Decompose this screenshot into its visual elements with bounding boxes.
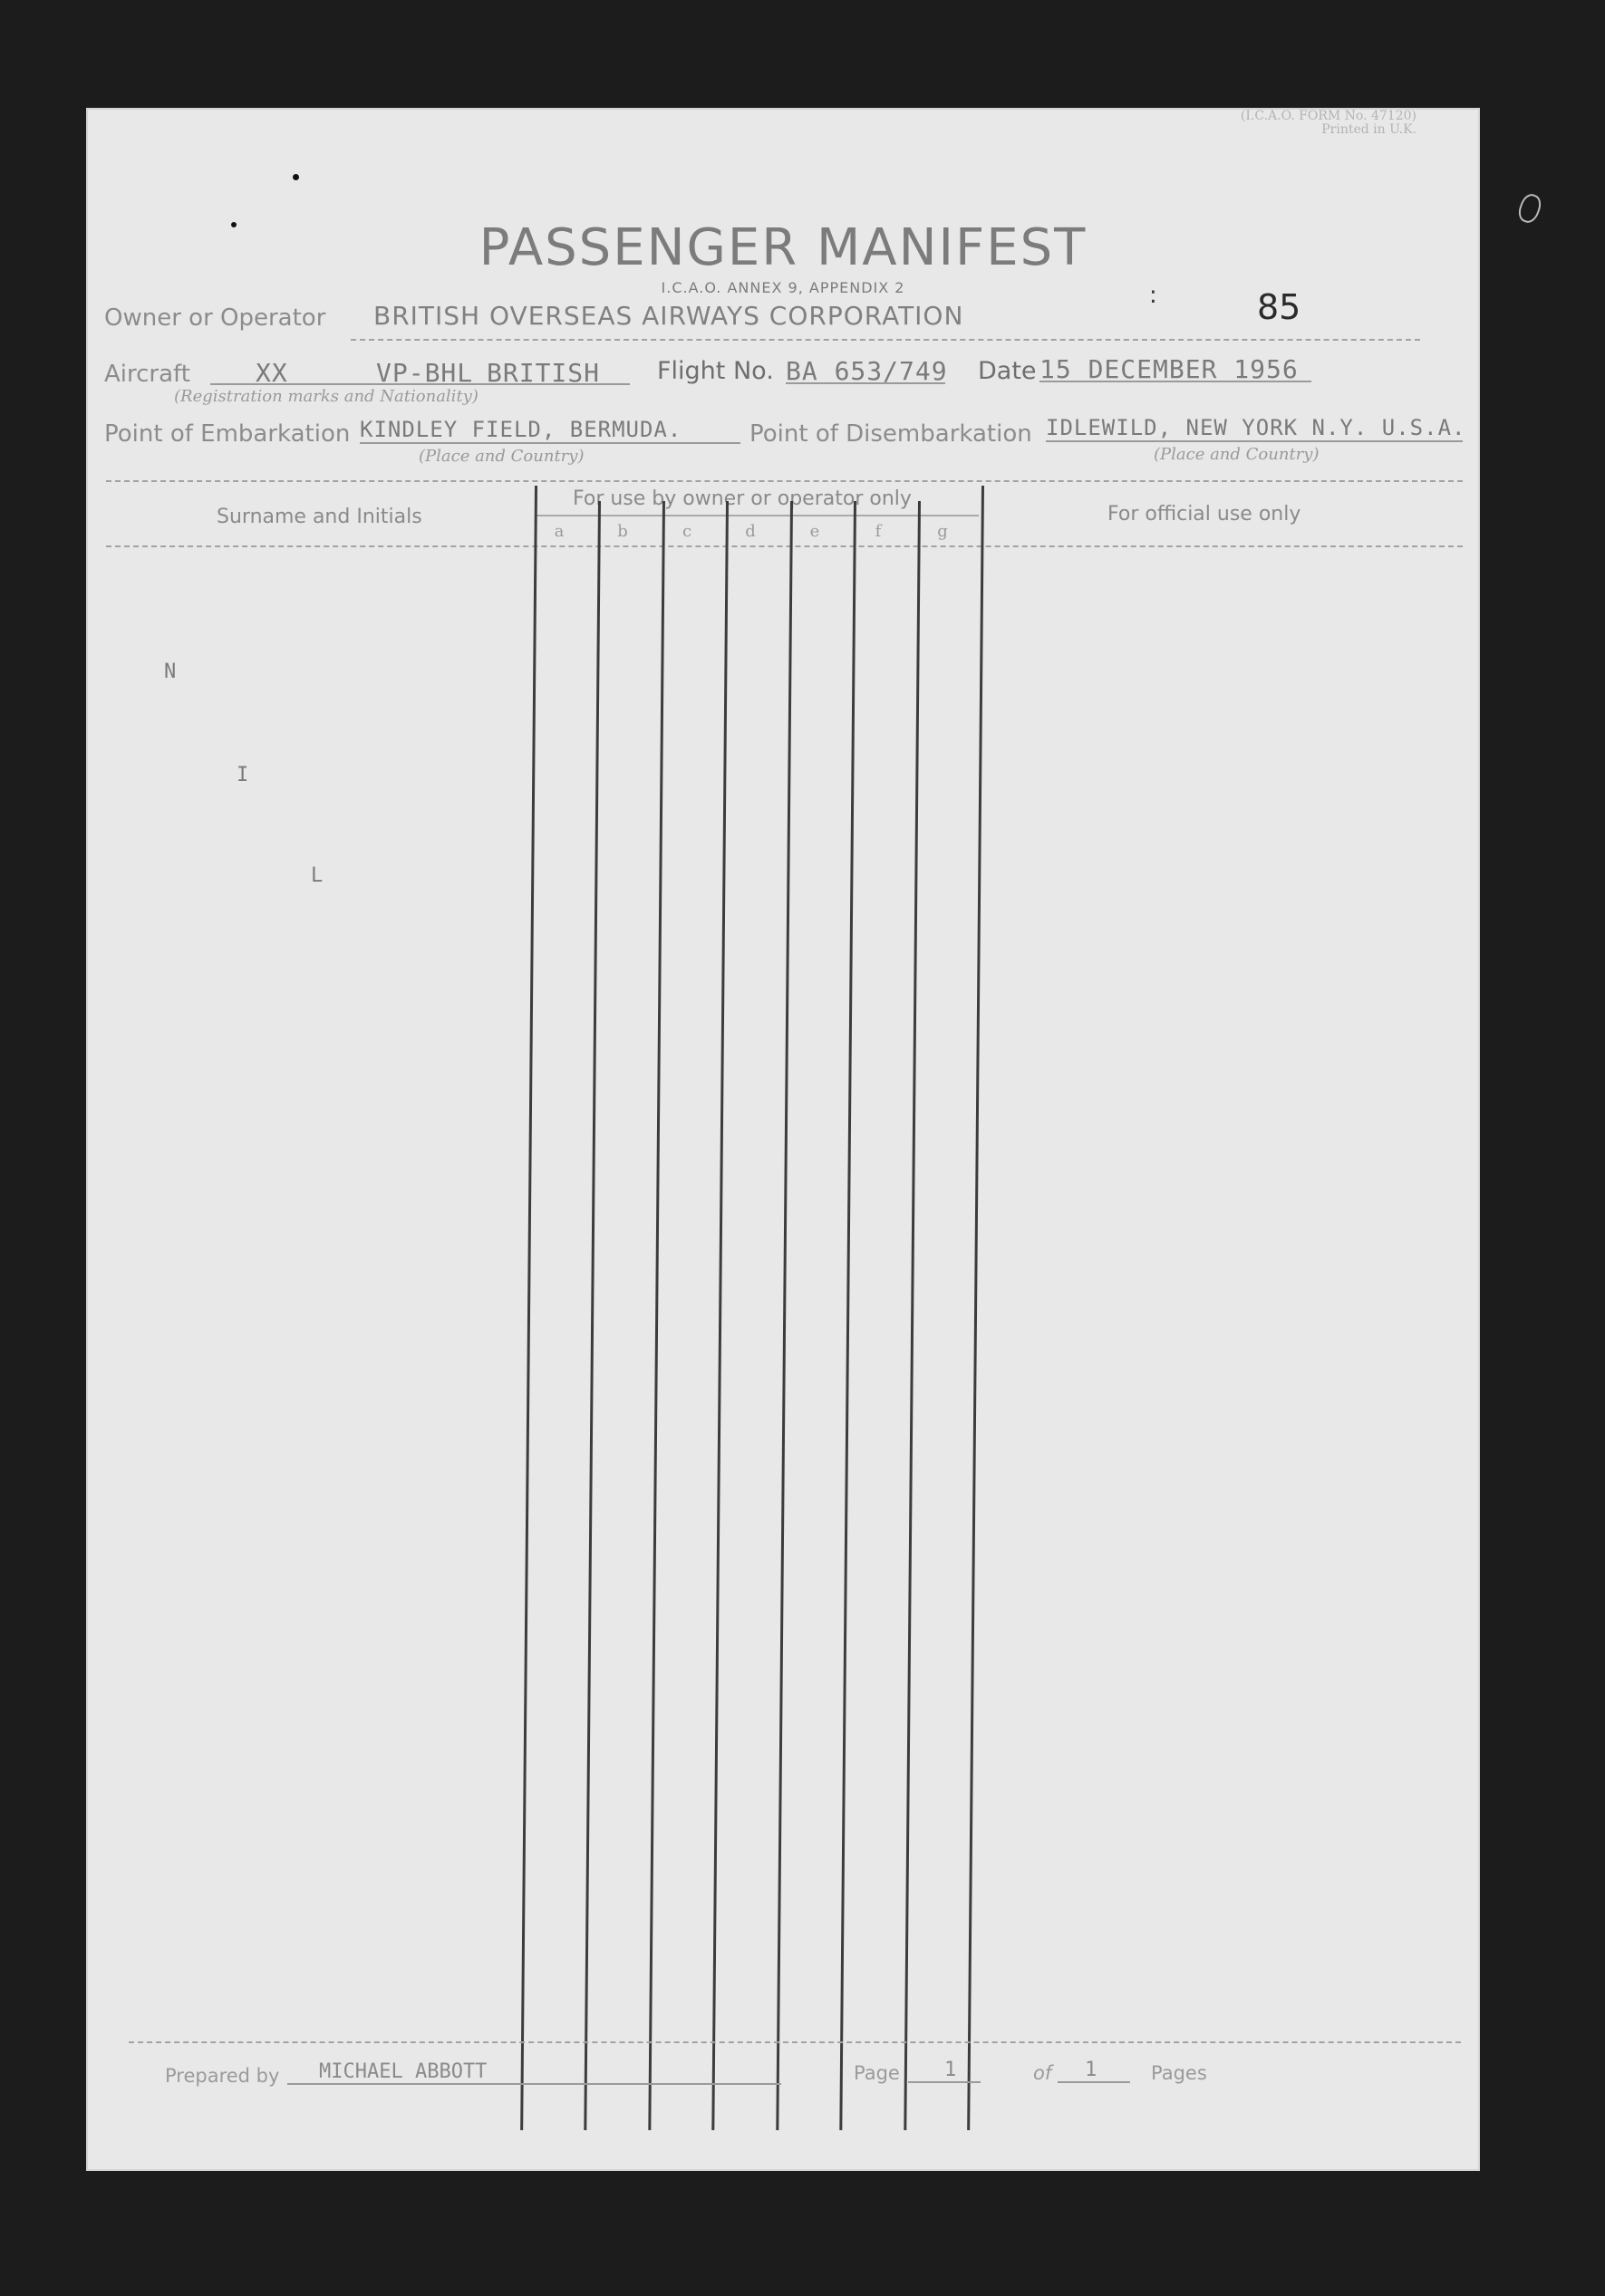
colon-mark: : <box>1149 282 1157 309</box>
surname-header: Surname and Initials <box>217 506 422 528</box>
column-divider <box>904 501 921 2130</box>
margin-mark-n: N <box>164 661 177 683</box>
column-c-label: c <box>682 522 692 541</box>
aircraft-underline <box>210 383 630 385</box>
owner-operator-rule <box>351 339 1420 341</box>
owner-header-divider <box>537 515 979 516</box>
form-reference <box>1241 110 1416 137</box>
footer-rule <box>129 2041 1461 2043</box>
scan-artifact <box>1515 191 1544 226</box>
column-divider <box>584 501 601 2130</box>
column-divider <box>967 486 984 2130</box>
embarkation-hint: (Place and Country) <box>419 447 585 466</box>
prepared-by-underline <box>287 2083 781 2085</box>
aircraft-hint: (Registration marks and Nationality) <box>174 387 479 406</box>
total-pages-value: 1 <box>1085 2059 1097 2081</box>
date-value: 15 DECEMBER 1956 <box>1039 354 1299 384</box>
column-divider <box>648 501 665 2130</box>
disembarkation-value: IDLEWILD, NEW YORK N.Y. U.S.A. <box>1046 415 1466 440</box>
aircraft-label: Aircraft <box>104 361 190 388</box>
table-top-rule <box>106 480 1463 482</box>
aircraft-type: XX <box>256 358 288 388</box>
disembarkation-underline <box>1046 440 1463 442</box>
flight-number: BA 653/749 <box>786 356 948 386</box>
owner-operator-value: BRITISH OVERSEAS AIRWAYS CORPORATION <box>373 301 964 331</box>
owner-operator-label: Owner or Operator <box>104 304 326 332</box>
form-printed-in: Printed in U.K. <box>1321 122 1416 137</box>
margin-mark-l: L <box>311 864 324 887</box>
embarkation-label: Point of Embarkation <box>104 420 351 448</box>
column-divider <box>839 501 856 2130</box>
aircraft-nationality: BRITISH <box>487 358 601 388</box>
page-value: 1 <box>944 2059 957 2081</box>
column-divider <box>520 486 537 2130</box>
official-use-header: For official use only <box>1107 503 1301 526</box>
column-b-label: b <box>617 522 628 541</box>
flight-underline <box>786 382 945 384</box>
table-header-bottom-rule <box>106 545 1463 547</box>
column-divider <box>776 501 793 2130</box>
page-underline <box>908 2081 981 2083</box>
of-label: of <box>1033 2062 1052 2084</box>
aircraft-registration: VP-BHL <box>376 358 474 388</box>
flight-label: Flight No. <box>657 357 774 385</box>
manifest-sheet <box>88 110 1478 2169</box>
disembarkation-label: Point of Disembarkation <box>749 420 1032 448</box>
margin-mark-i: I <box>237 764 249 786</box>
page-label: Page <box>854 2062 900 2084</box>
embarkation-underline <box>360 442 740 444</box>
owner-operator-columns-header: For use by owner or operator only <box>573 487 912 510</box>
total-pages-underline <box>1058 2081 1130 2083</box>
column-divider <box>711 501 729 2130</box>
date-underline <box>1039 381 1311 382</box>
column-f-label: f <box>875 522 882 541</box>
prepared-by-value: MICHAEL ABBOTT <box>319 2060 488 2083</box>
date-label: Date <box>978 357 1037 385</box>
embarkation-value: KINDLEY FIELD, BERMUDA. <box>360 417 682 442</box>
manifest-subtitle: I.C.A.O. ANNEX 9, APPENDIX 2 <box>661 279 905 296</box>
pages-label: Pages <box>1151 2062 1207 2084</box>
column-g-label: g <box>937 522 948 541</box>
manifest-title: PASSENGER MANIFEST <box>479 218 1088 277</box>
ink-speck <box>293 174 299 180</box>
column-d-label: d <box>745 522 756 541</box>
form-reference-number: (I.C.A.O. FORM No. 47120) <box>1240 109 1416 123</box>
column-a-label: a <box>554 522 565 541</box>
disembarkation-hint: (Place and Country) <box>1154 445 1320 464</box>
column-e-label: e <box>809 522 820 541</box>
prepared-by-label: Prepared by <box>165 2065 280 2087</box>
document-number: 85 <box>1257 287 1301 327</box>
